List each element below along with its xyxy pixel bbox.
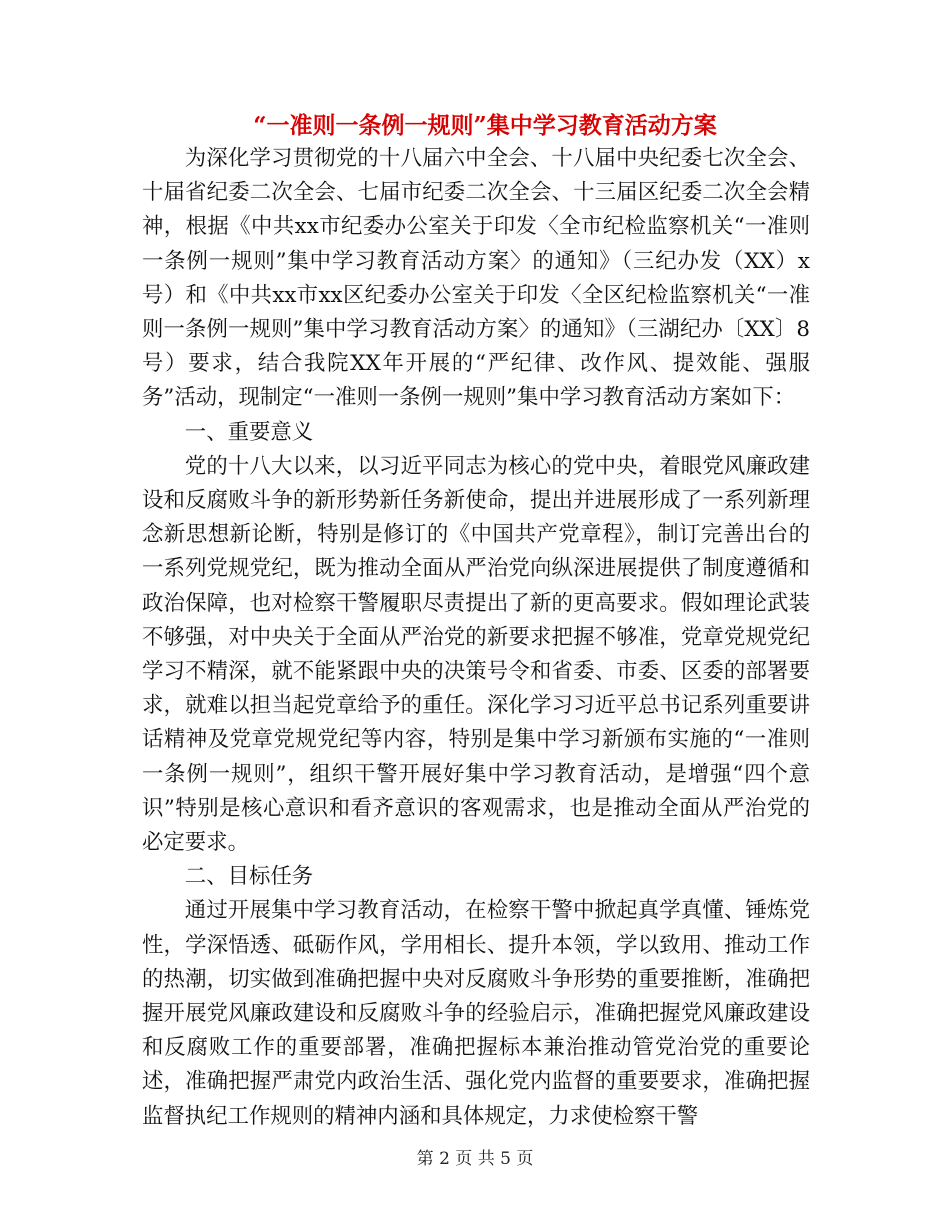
section-paragraph-importance: 党的十八大以来，以习近平同志为核心的党中央，着眼党风廉政建设和反腐败斗争的新形势新任务新使命，提出并进展形成了一系列新理念新思想新论断，特别是修订的《中国共产党章程》，制订完善出台的一系列党规党纪，既为推动全面从严治党向纵深进展提供了制度遵循和政治保障，也对检察干警履职尽责提出了新的更高要求。假如理论武装不够强，对中央关于全面从严治党的新要求把握不够准，党章党规党纪学习不精深，就不能紧跟中央的决策号令和省委、市委、区委的部署要求，就难以担当起党章给予的重任。深化学习习近平总书记系列重要讲话精神及党章党规党纪等内容，特别是集中学习新颁布实施的“一准则一条例一规则”，组织干警开展好集中学习教育活动，是增强“四个意识”特别是核心意识和看齐意识的客观需求，也是推动全面从严治党的必定要求。 xyxy=(142,453,810,856)
section-paragraph-goals: 通过开展集中学习教育活动，在检察干警中掀起真学真懂、锤炼党性，学深悟透、砥砺作风，学用相长、提升本领，学以致用、推动工作的热潮，切实做到准确把握中央对反腐败斗争形势的重要推断，准确把握开展党风廉政建设和反腐败斗争的经验启示，准确把握党风廉政建设和反腐败工作的重要部署，准确把握标本兼治推动管党治党的重要论述，准确把握严肃党内政治生活、强化党内监督的重要要求，准确把握监督执纪工作规则的精神内涵和具体规定，力求使检察干警 xyxy=(142,898,810,1129)
document-title: “一准则一条例一规则”集中学习教育活动方案 xyxy=(253,112,717,139)
section-heading-goals: 二、目标任务 xyxy=(184,864,314,890)
intro-paragraph: 为深化学习贯彻党的十八届六中全会、十八届中央纪委七次全会、十届省纪委二次全会、七届市纪委二次全会、十三届区纪委二次全会精神，根据《中共xx市纪委办公室关于印发〈全市纪检监察机关“一准则一条例一规则”集中学习教育活动方案〉的通知》（三纪办发（XX）x号）和《中共xx市xx区纪委办公室关于印发〈全区纪检监察机关“一准则一条例一规则”集中学习教育活动方案〉的通知》（三湖纪办〔XX〕8号）要求，结合我院XX年开展的“严纪律、改作风、提效能、强服务”活动，现制定“一准则一条例一规则”集中学习教育活动方案如下： xyxy=(142,146,810,411)
document-body xyxy=(142,142,810,1134)
section-heading-importance: 一、重要意义 xyxy=(184,419,314,445)
page-number: 第 2 页 共 5 页 xyxy=(416,1149,534,1169)
